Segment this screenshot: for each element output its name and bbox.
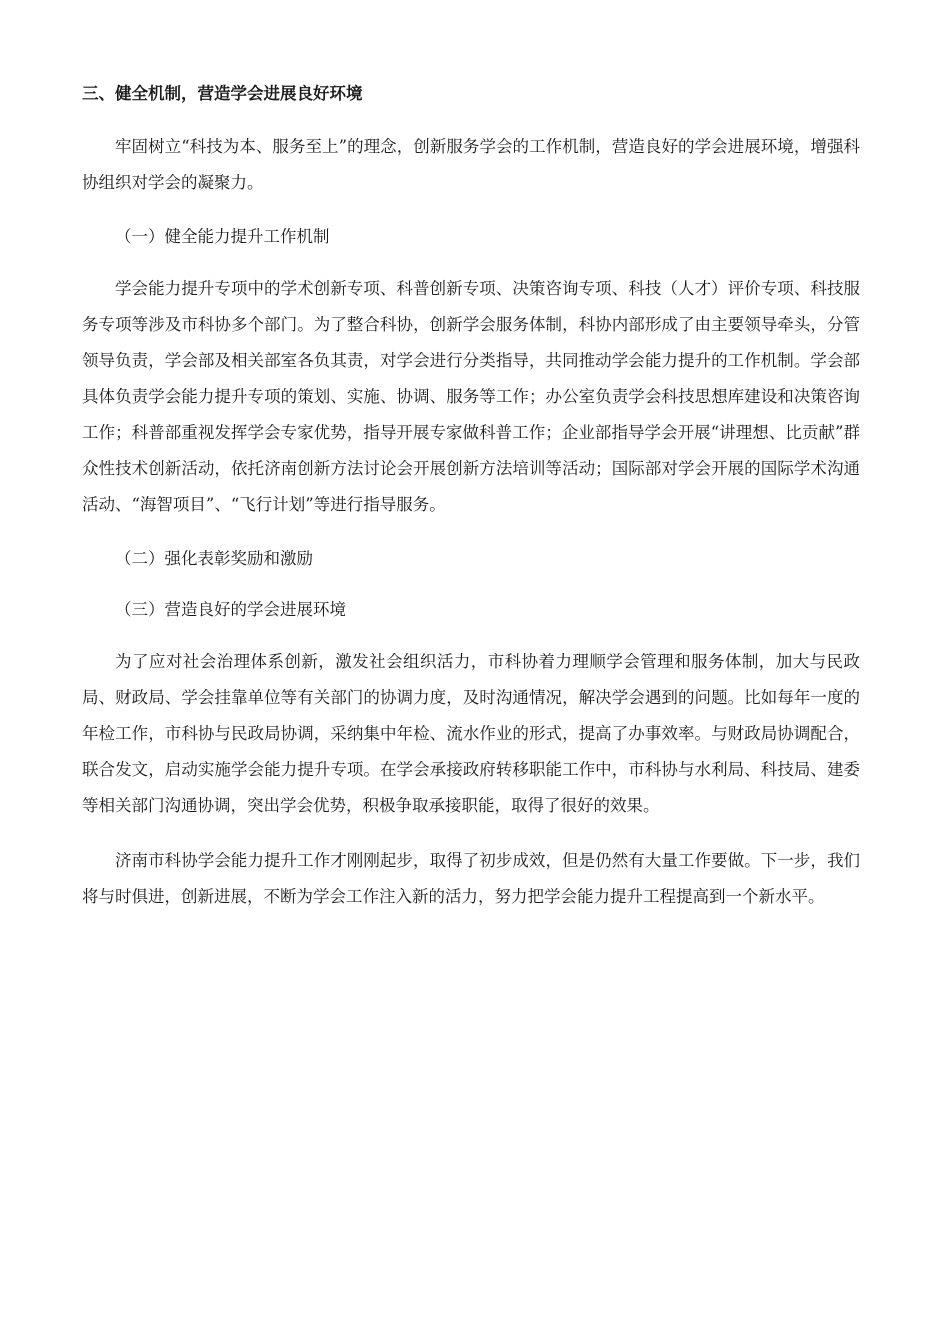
subsection-title-3: （三）营造良好的学会进展环境 (115, 600, 346, 619)
intro-paragraph: 牢固树立“科技为本、服务至上”的理念，创新服务学会的工作机制，营造良好的学会进展环境，增强科协组织对学会的凝聚力。 (82, 137, 860, 192)
section-heading: 三、健全机制，营造学会进展良好环境 (82, 84, 363, 103)
document-page (82, 78, 860, 934)
closing-paragraph: 济南市科协学会能力提升工作才刚刚起步，取得了初步成效，但是仍然有大量工作要做。下一步，我们将与时俱进，创新进展，不断为学会工作注入新的活力，努力把学会能力提升工程提高到一个新水平。 (82, 851, 860, 906)
subsection-body-3: 为了应对社会治理体系创新，激发社会组织活力，市科协着力理顺学会管理和服务体制，加大与民政局、财政局、学会挂靠单位等有关部门的协调力度，及时沟通情况，解决学会遇到的问题。比如每年一度的年检工作，市科协与民政局协调，采纳集中年检、流水作业的形式，提高了办事效率。与财政局协调配合，联合发文，启动实施学会能力提升专项。在学会承接政府转移职能工作中，市科协与水利局、科技局、建委等相关部门沟通协调，突出学会优势，积极争取承接职能，取得了很好的效果。 (82, 652, 860, 815)
subsection-title-2: （二）强化表彰奖励和激励 (115, 549, 313, 568)
subsection-body-1: 学会能力提升专项中的学术创新专项、科普创新专项、决策咨询专项、科技（人才）评价专项、科技服务专项等涉及市科协多个部门。为了整合科协，创新学会服务体制，科协内部形成了由主要领导牵头，分管领导负责，学会部及相关部室各负其责，对学会进行分类指导，共同推动学会能力提升的工作机制。学会部具体负责学会能力提升专项的策划、实施、协调、服务等工作；办公室负责学会科技思想库建设和决策咨询工作；科普部重视发挥学会专家优势，指导开展专家做科普工作；企业部指导学会开展“讲理想、比贡献”群众性技术创新活动，依托济南创新方法讨论会开展创新方法培训等活动；国际部对学会开展的国际学术沟通活动、“海智项目”、“飞行计划”等进行指导服务。 (82, 279, 860, 514)
subsection-title-1: （一）健全能力提升工作机制 (115, 227, 330, 246)
